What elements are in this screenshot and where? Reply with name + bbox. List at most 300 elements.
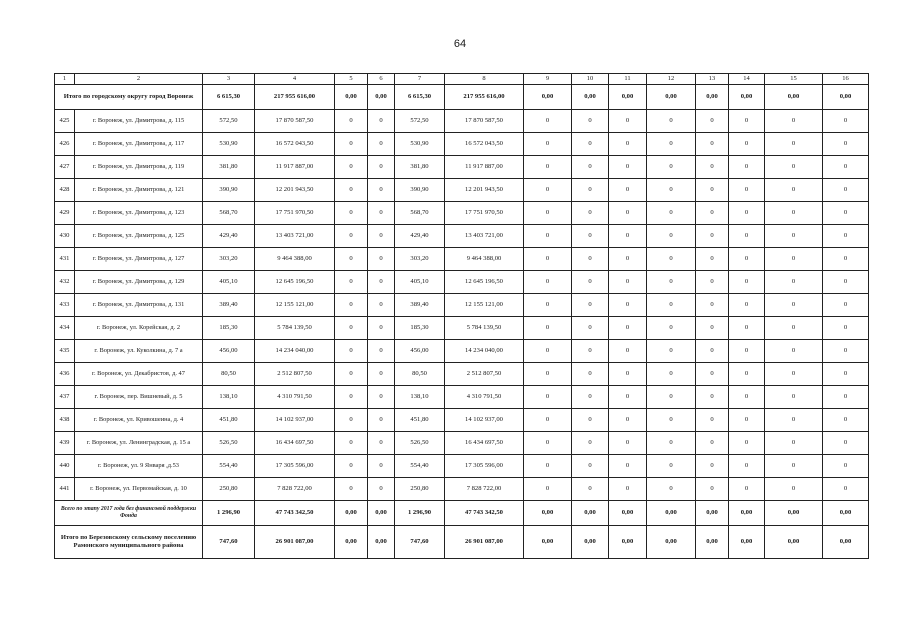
cell-col-7: 138,10	[395, 386, 445, 409]
total-berezovskoe-col-16: 0,00	[823, 526, 869, 559]
subtotal-col-10: 0,00	[572, 501, 609, 526]
cell-col-11: 0	[609, 340, 647, 363]
column-number-13: 13	[696, 74, 729, 85]
column-number-10: 10	[572, 74, 609, 85]
cell-col-9: 0	[524, 133, 572, 156]
cell-col-5: 0	[335, 432, 368, 455]
cell-col-14: 0	[729, 110, 765, 133]
total-city-row	[55, 85, 869, 110]
cell-col-16: 0	[823, 478, 869, 501]
cell-col-6: 0	[368, 478, 395, 501]
cell-col-10: 0	[572, 409, 609, 432]
cell-col-3: 456,00	[203, 340, 255, 363]
cell-col-10: 0	[572, 156, 609, 179]
column-number-4: 4	[255, 74, 335, 85]
cell-col-3: 526,50	[203, 432, 255, 455]
subtotal-col-15: 0,00	[765, 501, 823, 526]
cell-col-5: 0	[335, 156, 368, 179]
address-cell: г. Воронеж, ул. Димитрова, д. 121	[75, 179, 203, 202]
cell-col-6: 0	[368, 110, 395, 133]
cell-col-6: 0	[368, 340, 395, 363]
cell-col-15: 0	[765, 248, 823, 271]
cell-col-13: 0	[696, 409, 729, 432]
cell-col-6: 0	[368, 156, 395, 179]
cell-col-12: 0	[647, 478, 696, 501]
address-cell: г. Воронеж, пер. Вишневый, д. 5	[75, 386, 203, 409]
address-cell: г. Воронеж, ул. Димитрова, д. 115	[75, 110, 203, 133]
cell-col-10: 0	[572, 248, 609, 271]
cell-col-6: 0	[368, 363, 395, 386]
cell-col-15: 0	[765, 156, 823, 179]
table-row	[55, 133, 869, 156]
subtotal-col-7: 1 296,90	[395, 501, 445, 526]
cell-col-4: 12 155 121,00	[255, 294, 335, 317]
cell-col-4: 7 828 722,00	[255, 478, 335, 501]
cell-col-5: 0	[335, 409, 368, 432]
cell-col-13: 0	[696, 110, 729, 133]
cell-col-4: 11 917 887,00	[255, 156, 335, 179]
total-berezovskoe-col-5: 0,00	[335, 526, 368, 559]
cell-col-16: 0	[823, 432, 869, 455]
cell-col-16: 0	[823, 225, 869, 248]
cell-col-15: 0	[765, 294, 823, 317]
row-number: 434	[55, 317, 75, 340]
cell-col-7: 568,70	[395, 202, 445, 225]
cell-col-15: 0	[765, 455, 823, 478]
cell-col-8: 17 751 970,50	[445, 202, 524, 225]
cell-col-12: 0	[647, 110, 696, 133]
cell-col-16: 0	[823, 133, 869, 156]
cell-col-16: 0	[823, 409, 869, 432]
cell-col-13: 0	[696, 133, 729, 156]
cell-col-11: 0	[609, 363, 647, 386]
cell-col-13: 0	[696, 386, 729, 409]
cell-col-15: 0	[765, 432, 823, 455]
cell-col-9: 0	[524, 225, 572, 248]
cell-col-11: 0	[609, 179, 647, 202]
cell-col-4: 16 434 697,50	[255, 432, 335, 455]
subtotal-col-9: 0,00	[524, 501, 572, 526]
cell-col-15: 0	[765, 340, 823, 363]
cell-col-7: 381,80	[395, 156, 445, 179]
cell-col-9: 0	[524, 317, 572, 340]
cell-col-14: 0	[729, 317, 765, 340]
cell-col-14: 0	[729, 294, 765, 317]
cell-col-11: 0	[609, 271, 647, 294]
cell-col-16: 0	[823, 294, 869, 317]
cell-col-11: 0	[609, 455, 647, 478]
subtotal-label: Всего по этапу 2017 года без финансовой поддержки Фонда	[55, 501, 203, 526]
total-city-col-5: 0,00	[335, 85, 368, 110]
column-number-8: 8	[445, 74, 524, 85]
cell-col-15: 0	[765, 110, 823, 133]
cell-col-11: 0	[609, 202, 647, 225]
column-number-1: 1	[55, 74, 75, 85]
row-number: 431	[55, 248, 75, 271]
address-cell: г. Воронеж, ул. Первомайская, д. 10	[75, 478, 203, 501]
cell-col-6: 0	[368, 248, 395, 271]
cell-col-13: 0	[696, 340, 729, 363]
cell-col-8: 9 464 388,00	[445, 248, 524, 271]
total-berezovskoe-col-12: 0,00	[647, 526, 696, 559]
cell-col-16: 0	[823, 179, 869, 202]
cell-col-3: 572,50	[203, 110, 255, 133]
cell-col-3: 389,40	[203, 294, 255, 317]
cell-col-14: 0	[729, 202, 765, 225]
cell-col-9: 0	[524, 363, 572, 386]
cell-col-14: 0	[729, 340, 765, 363]
cell-col-10: 0	[572, 363, 609, 386]
total-city-col-4: 217 955 616,00	[255, 85, 335, 110]
cell-col-9: 0	[524, 179, 572, 202]
cell-col-11: 0	[609, 386, 647, 409]
table-row	[55, 271, 869, 294]
table-row	[55, 294, 869, 317]
cell-col-11: 0	[609, 294, 647, 317]
row-number: 440	[55, 455, 75, 478]
address-cell: г. Воронеж, ул. Ленинградская, д. 15 а	[75, 432, 203, 455]
cell-col-3: 530,90	[203, 133, 255, 156]
address-cell: г. Воронеж, ул. Димитрова, д. 131	[75, 294, 203, 317]
cell-col-14: 0	[729, 409, 765, 432]
address-cell: г. Воронеж, ул. Димитрова, д. 125	[75, 225, 203, 248]
cell-col-15: 0	[765, 271, 823, 294]
column-number-11: 11	[609, 74, 647, 85]
cell-col-5: 0	[335, 202, 368, 225]
cell-col-6: 0	[368, 432, 395, 455]
total-city-col-14: 0,00	[729, 85, 765, 110]
total-city-col-9: 0,00	[524, 85, 572, 110]
cell-col-5: 0	[335, 363, 368, 386]
cell-col-16: 0	[823, 156, 869, 179]
cell-col-7: 80,50	[395, 363, 445, 386]
cell-col-15: 0	[765, 317, 823, 340]
cell-col-16: 0	[823, 340, 869, 363]
subtotal-col-14: 0,00	[729, 501, 765, 526]
cell-col-9: 0	[524, 340, 572, 363]
total-city-col-10: 0,00	[572, 85, 609, 110]
total-berezovskoe-col-8: 26 901 087,00	[445, 526, 524, 559]
cell-col-12: 0	[647, 409, 696, 432]
column-number-15: 15	[765, 74, 823, 85]
cell-col-7: 405,10	[395, 271, 445, 294]
cell-col-13: 0	[696, 179, 729, 202]
cell-col-5: 0	[335, 110, 368, 133]
cell-col-9: 0	[524, 478, 572, 501]
cell-col-12: 0	[647, 179, 696, 202]
cell-col-10: 0	[572, 455, 609, 478]
cell-col-6: 0	[368, 317, 395, 340]
table-row	[55, 340, 869, 363]
cell-col-8: 7 828 722,00	[445, 478, 524, 501]
cell-col-3: 554,40	[203, 455, 255, 478]
table-row	[55, 386, 869, 409]
row-number: 438	[55, 409, 75, 432]
cell-col-3: 451,80	[203, 409, 255, 432]
cell-col-14: 0	[729, 455, 765, 478]
table-row	[55, 248, 869, 271]
cell-col-14: 0	[729, 386, 765, 409]
cell-col-8: 5 784 139,50	[445, 317, 524, 340]
cell-col-3: 185,30	[203, 317, 255, 340]
cell-col-13: 0	[696, 294, 729, 317]
cell-col-7: 572,50	[395, 110, 445, 133]
cell-col-6: 0	[368, 409, 395, 432]
cell-col-6: 0	[368, 455, 395, 478]
cell-col-15: 0	[765, 202, 823, 225]
cell-col-13: 0	[696, 478, 729, 501]
total-berezovskoe-col-10: 0,00	[572, 526, 609, 559]
cell-col-13: 0	[696, 225, 729, 248]
cell-col-10: 0	[572, 225, 609, 248]
cell-col-10: 0	[572, 133, 609, 156]
cell-col-9: 0	[524, 432, 572, 455]
cell-col-5: 0	[335, 340, 368, 363]
address-cell: г. Воронеж, ул. Димитрова, д. 123	[75, 202, 203, 225]
cell-col-5: 0	[335, 225, 368, 248]
table-row	[55, 317, 869, 340]
column-number-9: 9	[524, 74, 572, 85]
address-cell: г. Воронеж, ул. Корейская, д. 2	[75, 317, 203, 340]
cell-col-3: 138,10	[203, 386, 255, 409]
row-number: 430	[55, 225, 75, 248]
total-berezovskoe-col-11: 0,00	[609, 526, 647, 559]
cell-col-14: 0	[729, 363, 765, 386]
cell-col-6: 0	[368, 225, 395, 248]
cell-col-9: 0	[524, 455, 572, 478]
total-berezovskoe-label: Итого по Березовскому сельскому поселению Рамонского муниципального района	[55, 526, 203, 559]
cell-col-7: 389,40	[395, 294, 445, 317]
cell-col-11: 0	[609, 248, 647, 271]
cell-col-12: 0	[647, 455, 696, 478]
table-row	[55, 110, 869, 133]
cell-col-9: 0	[524, 110, 572, 133]
table-row	[55, 156, 869, 179]
cell-col-4: 12 645 196,50	[255, 271, 335, 294]
cell-col-13: 0	[696, 432, 729, 455]
column-number-12: 12	[647, 74, 696, 85]
cell-col-4: 14 234 040,00	[255, 340, 335, 363]
table-body	[55, 74, 869, 559]
cell-col-12: 0	[647, 363, 696, 386]
table-row	[55, 363, 869, 386]
cell-col-7: 185,30	[395, 317, 445, 340]
cell-col-14: 0	[729, 156, 765, 179]
page-number: 64	[453, 38, 467, 50]
cell-col-8: 16 572 043,50	[445, 133, 524, 156]
cell-col-15: 0	[765, 478, 823, 501]
address-cell: г. Воронеж, ул. Куколкина, д. 7 а	[75, 340, 203, 363]
cell-col-9: 0	[524, 248, 572, 271]
cell-col-16: 0	[823, 248, 869, 271]
cell-col-5: 0	[335, 455, 368, 478]
cell-col-5: 0	[335, 294, 368, 317]
table-row	[55, 202, 869, 225]
address-cell: г. Воронеж, ул. Димитрова, д. 129	[75, 271, 203, 294]
cell-col-8: 14 102 937,00	[445, 409, 524, 432]
cell-col-10: 0	[572, 432, 609, 455]
cell-col-12: 0	[647, 340, 696, 363]
cell-col-10: 0	[572, 317, 609, 340]
cell-col-9: 0	[524, 156, 572, 179]
cell-col-4: 16 572 043,50	[255, 133, 335, 156]
subtotal-col-12: 0,00	[647, 501, 696, 526]
address-cell: г. Воронеж, ул. Димитрова, д. 127	[75, 248, 203, 271]
cell-col-8: 17 305 596,00	[445, 455, 524, 478]
cell-col-9: 0	[524, 202, 572, 225]
total-berezovskoe-col-6: 0,00	[368, 526, 395, 559]
cell-col-11: 0	[609, 478, 647, 501]
address-cell: г. Воронеж, ул. Декабристов, д. 47	[75, 363, 203, 386]
column-number-2: 2	[75, 74, 203, 85]
column-number-7: 7	[395, 74, 445, 85]
row-number: 428	[55, 179, 75, 202]
cell-col-11: 0	[609, 156, 647, 179]
address-cell: г. Воронеж, ул. Димитрова, д. 119	[75, 156, 203, 179]
cell-col-6: 0	[368, 271, 395, 294]
cell-col-15: 0	[765, 386, 823, 409]
cell-col-11: 0	[609, 432, 647, 455]
cell-col-7: 303,20	[395, 248, 445, 271]
cell-col-4: 12 201 943,50	[255, 179, 335, 202]
cell-col-10: 0	[572, 202, 609, 225]
row-number: 429	[55, 202, 75, 225]
cell-col-8: 14 234 040,00	[445, 340, 524, 363]
row-number: 432	[55, 271, 75, 294]
cell-col-3: 250,80	[203, 478, 255, 501]
table-row	[55, 179, 869, 202]
subtotal-col-8: 47 743 342,50	[445, 501, 524, 526]
cell-col-3: 80,50	[203, 363, 255, 386]
cell-col-12: 0	[647, 225, 696, 248]
cell-col-5: 0	[335, 133, 368, 156]
cell-col-8: 12 155 121,00	[445, 294, 524, 317]
cell-col-14: 0	[729, 248, 765, 271]
cell-col-6: 0	[368, 179, 395, 202]
cell-col-9: 0	[524, 294, 572, 317]
cell-col-10: 0	[572, 271, 609, 294]
subtotal-col-6: 0,00	[368, 501, 395, 526]
cell-col-13: 0	[696, 271, 729, 294]
subtotal-col-16: 0,00	[823, 501, 869, 526]
cell-col-13: 0	[696, 248, 729, 271]
column-number-6: 6	[368, 74, 395, 85]
total-city-col-13: 0,00	[696, 85, 729, 110]
total-berezovskoe-col-9: 0,00	[524, 526, 572, 559]
row-number: 425	[55, 110, 75, 133]
cell-col-3: 390,90	[203, 179, 255, 202]
subtotal-col-13: 0,00	[696, 501, 729, 526]
cell-col-3: 405,10	[203, 271, 255, 294]
cell-col-15: 0	[765, 133, 823, 156]
total-berezovskoe-col-4: 26 901 087,00	[255, 526, 335, 559]
cell-col-7: 250,80	[395, 478, 445, 501]
table-row	[55, 478, 869, 501]
cell-col-13: 0	[696, 317, 729, 340]
total-city-col-8: 217 955 616,00	[445, 85, 524, 110]
cell-col-14: 0	[729, 225, 765, 248]
cell-col-12: 0	[647, 294, 696, 317]
total-berezovskoe-col-15: 0,00	[765, 526, 823, 559]
cell-col-12: 0	[647, 156, 696, 179]
cell-col-12: 0	[647, 386, 696, 409]
report-table	[54, 73, 869, 559]
cell-col-4: 13 403 721,00	[255, 225, 335, 248]
table-row	[55, 432, 869, 455]
cell-col-5: 0	[335, 248, 368, 271]
address-cell: г. Воронеж, ул. 9 Января ,д.53	[75, 455, 203, 478]
cell-col-14: 0	[729, 478, 765, 501]
total-berezovskoe-col-14: 0,00	[729, 526, 765, 559]
subtotal-col-3: 1 296,90	[203, 501, 255, 526]
cell-col-11: 0	[609, 225, 647, 248]
row-number: 435	[55, 340, 75, 363]
cell-col-11: 0	[609, 317, 647, 340]
row-number: 433	[55, 294, 75, 317]
cell-col-10: 0	[572, 294, 609, 317]
cell-col-8: 12 645 196,50	[445, 271, 524, 294]
cell-col-7: 390,90	[395, 179, 445, 202]
total-berezovskoe-col-7: 747,60	[395, 526, 445, 559]
cell-col-6: 0	[368, 133, 395, 156]
row-number: 427	[55, 156, 75, 179]
cell-col-9: 0	[524, 409, 572, 432]
cell-col-16: 0	[823, 455, 869, 478]
subtotal-col-5: 0,00	[335, 501, 368, 526]
cell-col-13: 0	[696, 363, 729, 386]
cell-col-3: 381,80	[203, 156, 255, 179]
cell-col-16: 0	[823, 271, 869, 294]
cell-col-4: 2 512 807,50	[255, 363, 335, 386]
cell-col-8: 16 434 697,50	[445, 432, 524, 455]
cell-col-12: 0	[647, 271, 696, 294]
cell-col-8: 11 917 887,00	[445, 156, 524, 179]
cell-col-7: 456,00	[395, 340, 445, 363]
cell-col-16: 0	[823, 363, 869, 386]
total-city-col-16: 0,00	[823, 85, 869, 110]
address-cell: г. Воронеж, ул. Димитрова, д. 117	[75, 133, 203, 156]
total-berezovskoe-col-13: 0,00	[696, 526, 729, 559]
table-row	[55, 225, 869, 248]
total-berezovskoe-row	[55, 526, 869, 559]
cell-col-4: 17 751 970,50	[255, 202, 335, 225]
cell-col-10: 0	[572, 478, 609, 501]
cell-col-9: 0	[524, 386, 572, 409]
cell-col-6: 0	[368, 386, 395, 409]
cell-col-16: 0	[823, 386, 869, 409]
total-city-col-11: 0,00	[609, 85, 647, 110]
cell-col-7: 526,50	[395, 432, 445, 455]
column-number-row	[55, 74, 869, 85]
cell-col-7: 429,40	[395, 225, 445, 248]
cell-col-11: 0	[609, 110, 647, 133]
cell-col-5: 0	[335, 179, 368, 202]
total-city-col-7: 6 615,30	[395, 85, 445, 110]
cell-col-5: 0	[335, 271, 368, 294]
total-city-label: Итого по городскому округу город Воронеж	[55, 85, 203, 110]
cell-col-16: 0	[823, 317, 869, 340]
cell-col-4: 4 310 791,50	[255, 386, 335, 409]
cell-col-4: 14 102 937,00	[255, 409, 335, 432]
table-row	[55, 455, 869, 478]
cell-col-4: 17 870 587,50	[255, 110, 335, 133]
cell-col-3: 303,20	[203, 248, 255, 271]
cell-col-15: 0	[765, 225, 823, 248]
row-number: 426	[55, 133, 75, 156]
total-city-col-3: 6 615,30	[203, 85, 255, 110]
column-number-5: 5	[335, 74, 368, 85]
column-number-14: 14	[729, 74, 765, 85]
